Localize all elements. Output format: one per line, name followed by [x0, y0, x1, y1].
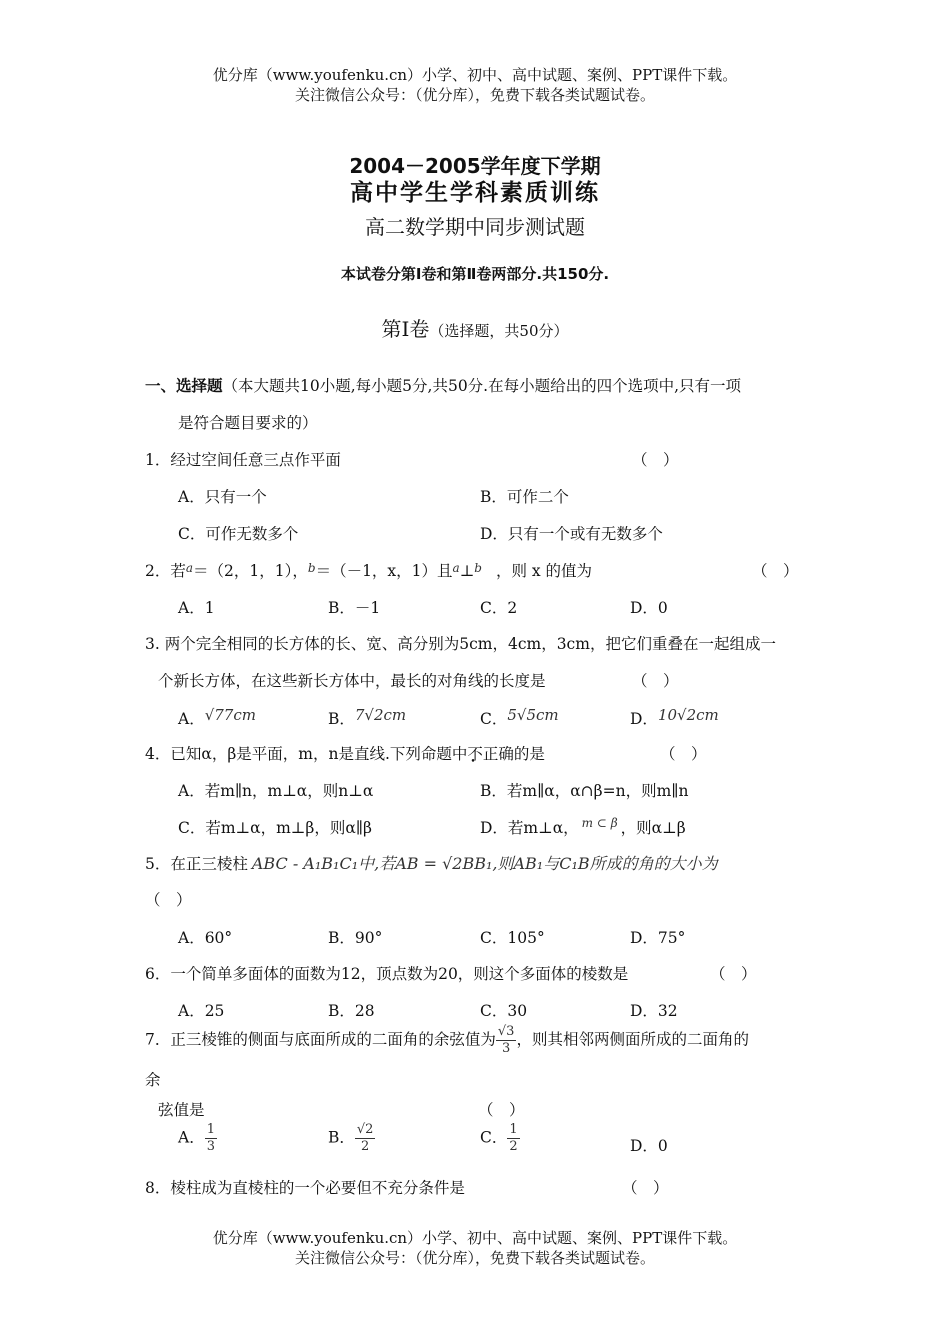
q3-option-c — [480, 706, 559, 729]
q7-option-c-frac — [507, 1122, 519, 1155]
q6-option-d: D．32 — [630, 1002, 678, 1020]
q8-text: 8．棱柱成为直棱柱的一个必要但不充分条件是 — [145, 1179, 465, 1197]
q5-text-start: 5．在正三棱柱 — [145, 855, 248, 873]
q3-option-b-label: B． — [328, 710, 355, 728]
q2-option-d: D．0 — [630, 599, 668, 617]
q7-option-d: D．0 — [630, 1137, 668, 1155]
q5-option-d: D．75° — [630, 929, 686, 947]
q7-option-b — [328, 1122, 375, 1155]
title-sub: 高二数学期中同步测试题 — [365, 215, 585, 239]
q5-math: ABC - A₁B₁C₁中,若AB = √2BB₁,则AB₁与C₁B所成的角的大小为 — [251, 854, 718, 873]
q5-answer-paren: （ ） — [145, 891, 192, 909]
q5-text — [145, 851, 718, 874]
q5-option-c: C．105° — [480, 929, 545, 947]
q7-option-a-num: 1 — [206, 1122, 215, 1137]
q6-option-b: B．28 — [328, 1002, 375, 1020]
q7-option-b-frac — [355, 1122, 376, 1155]
part1-title: 一、选择题 — [145, 377, 223, 395]
q7-fraction — [496, 1024, 517, 1057]
q2-option-a: A．1 — [178, 599, 215, 617]
q6-option-c: C．30 — [480, 1002, 528, 1020]
q7-option-b-label: B． — [328, 1128, 355, 1147]
q3-line-2: 个新长方体，在这些新长方体中，最长的对角线的长度是 — [158, 672, 546, 690]
q4-option-d — [480, 816, 686, 838]
q7-option-a — [178, 1122, 217, 1155]
q7-option-a-frac — [205, 1122, 217, 1155]
exam-note: 本试卷分第Ⅰ卷和第Ⅱ卷两部分.共150分. — [340, 265, 610, 283]
q3-option-a-label: A． — [178, 710, 205, 728]
footer-line-1: 优分库（www.youfenku.cn）小学、初中、高中试题、案例、PPT课件下载。 — [212, 1229, 738, 1247]
q8-answer-paren: （ ） — [622, 1179, 669, 1197]
q1-text: 1．经过空间任意三点作平面 — [145, 451, 341, 469]
q6-answer-paren: （ ） — [710, 965, 757, 983]
q7-option-a-den: 3 — [206, 1139, 215, 1154]
header-line-2: 关注微信公众号：（优分库），免费下载各类试题试卷。 — [294, 86, 655, 104]
q7-option-a-label: A． — [178, 1128, 205, 1147]
q4-option-b: B．若m∥α，α∩β=n，则m∥n — [480, 782, 689, 800]
q1-option-a: A．只有一个 — [178, 488, 267, 506]
q2-perp: ⊥ — [459, 562, 475, 580]
q1-option-c: C．可作无数多个 — [178, 525, 299, 543]
q7-text — [145, 1024, 749, 1057]
q2-option-c: C．2 — [480, 599, 518, 617]
q3-option-a — [178, 706, 256, 729]
q7-option-c-den: 2 — [509, 1139, 518, 1154]
q7-option-c-num: 1 — [509, 1122, 518, 1137]
q7-text-post: ，则其相邻两侧面所成的二面角的 — [516, 1030, 749, 1049]
q4-option-d-pre: D．若m⊥α， — [480, 819, 579, 837]
q3-option-d-math: 10√2cm — [657, 706, 719, 724]
q2-option-b: B．－1 — [328, 599, 381, 617]
q3-line-1: 3. 两个完全相同的长方体的长、宽、高分别为5cm，4cm，3cm，把它们重叠在一起组成一 — [145, 635, 776, 653]
q4-option-d-math: m ⊂ β — [581, 816, 618, 830]
q2-eq1: ＝（2，1，1）， — [193, 562, 308, 580]
q4-option-c: C．若m⊥α，m⊥β，则α∥β — [178, 819, 372, 837]
q4-text — [145, 742, 545, 764]
q2-eq2: ＝（－1，x，1）且 — [315, 562, 453, 580]
q7-answer-paren: （ ） — [478, 1101, 525, 1119]
q4-option-a: A．若m∥n，m⊥α，则n⊥α — [178, 782, 374, 800]
q3-answer-paren: （ ） — [632, 672, 679, 690]
title-year: 2004－2005学年度下学期 — [349, 154, 601, 178]
q4-text-emphasis: 不 — [467, 745, 483, 763]
q2-tail: ，则 x 的值为 — [495, 562, 593, 580]
title-main: 高中学生学科素质训练 — [350, 180, 600, 206]
q7-option-b-num: √2 — [356, 1122, 374, 1137]
part1-heading — [145, 374, 741, 396]
q3-option-c-label: C． — [480, 710, 508, 728]
q1-answer-paren: （ ） — [632, 451, 679, 469]
q6-option-a: A．25 — [178, 1002, 225, 1020]
section-label: 第Ⅰ卷 — [381, 317, 430, 341]
footer-line-2: 关注微信公众号：（优分库），免费下载各类试题试卷。 — [294, 1249, 655, 1267]
q3-option-d — [630, 706, 719, 729]
q1-option-b: B．可作二个 — [480, 488, 569, 506]
q7-option-b-den: 2 — [361, 1139, 370, 1154]
q2-vector-b: b — [307, 561, 316, 575]
q1-option-d: D．只有一个或有无数多个 — [480, 525, 663, 543]
q7-line-2: 余 — [145, 1071, 161, 1089]
q3-option-b-math: 7√2cm — [354, 706, 407, 724]
section-detail: （选择题，共50分） — [429, 322, 569, 340]
q7-option-c-label: C． — [480, 1128, 508, 1147]
part1-desc-1: （本大题共10小题,每小题5分,共50分.在每小题给出的四个选项中,只有一项 — [222, 377, 742, 395]
q2-vector-b2: b — [474, 561, 482, 575]
q2-vector-a2: a — [452, 561, 460, 575]
q2-text — [145, 559, 592, 581]
q5-option-b: B．90° — [328, 929, 383, 947]
q4-option-d-post: ，则α⊥β — [620, 819, 686, 837]
q4-answer-paren: （ ） — [660, 745, 707, 763]
part1-desc-2: 是符合题目要求的） — [178, 414, 318, 432]
q7-fraction-num: √3 — [497, 1024, 515, 1039]
q3-option-a-math: √77cm — [204, 706, 256, 724]
q2-vector-a: a — [185, 561, 194, 575]
q7-text-pre: 7．正三棱锥的侧面与底面所成的二面角的余弦值为 — [145, 1030, 496, 1049]
q4-text-post: 正确的是 — [482, 745, 545, 763]
q2-answer-paren: （ ） — [752, 562, 799, 580]
q5-option-a: A．60° — [178, 929, 233, 947]
q3-option-c-math: 5√5cm — [507, 706, 559, 724]
q6-text: 6．一个简单多面体的面数为12，顶点数为20，则这个多面体的棱数是 — [145, 965, 629, 983]
q3-option-d-label: D． — [630, 710, 658, 728]
q7-option-c — [480, 1122, 520, 1155]
q4-text-pre: 4．已知α，β是平面，m，n是直线.下列命题中 — [145, 745, 468, 763]
q2-text-start: 2．若 — [145, 562, 186, 580]
q3-option-b — [328, 706, 406, 729]
section-heading — [0, 313, 950, 342]
q7-fraction-den: 3 — [502, 1041, 511, 1056]
q7-line-3: 弦值是 — [158, 1101, 205, 1119]
header-line-1: 优分库（www.youfenku.cn）小学、初中、高中试题、案例、PPT课件下载。 — [212, 66, 738, 84]
